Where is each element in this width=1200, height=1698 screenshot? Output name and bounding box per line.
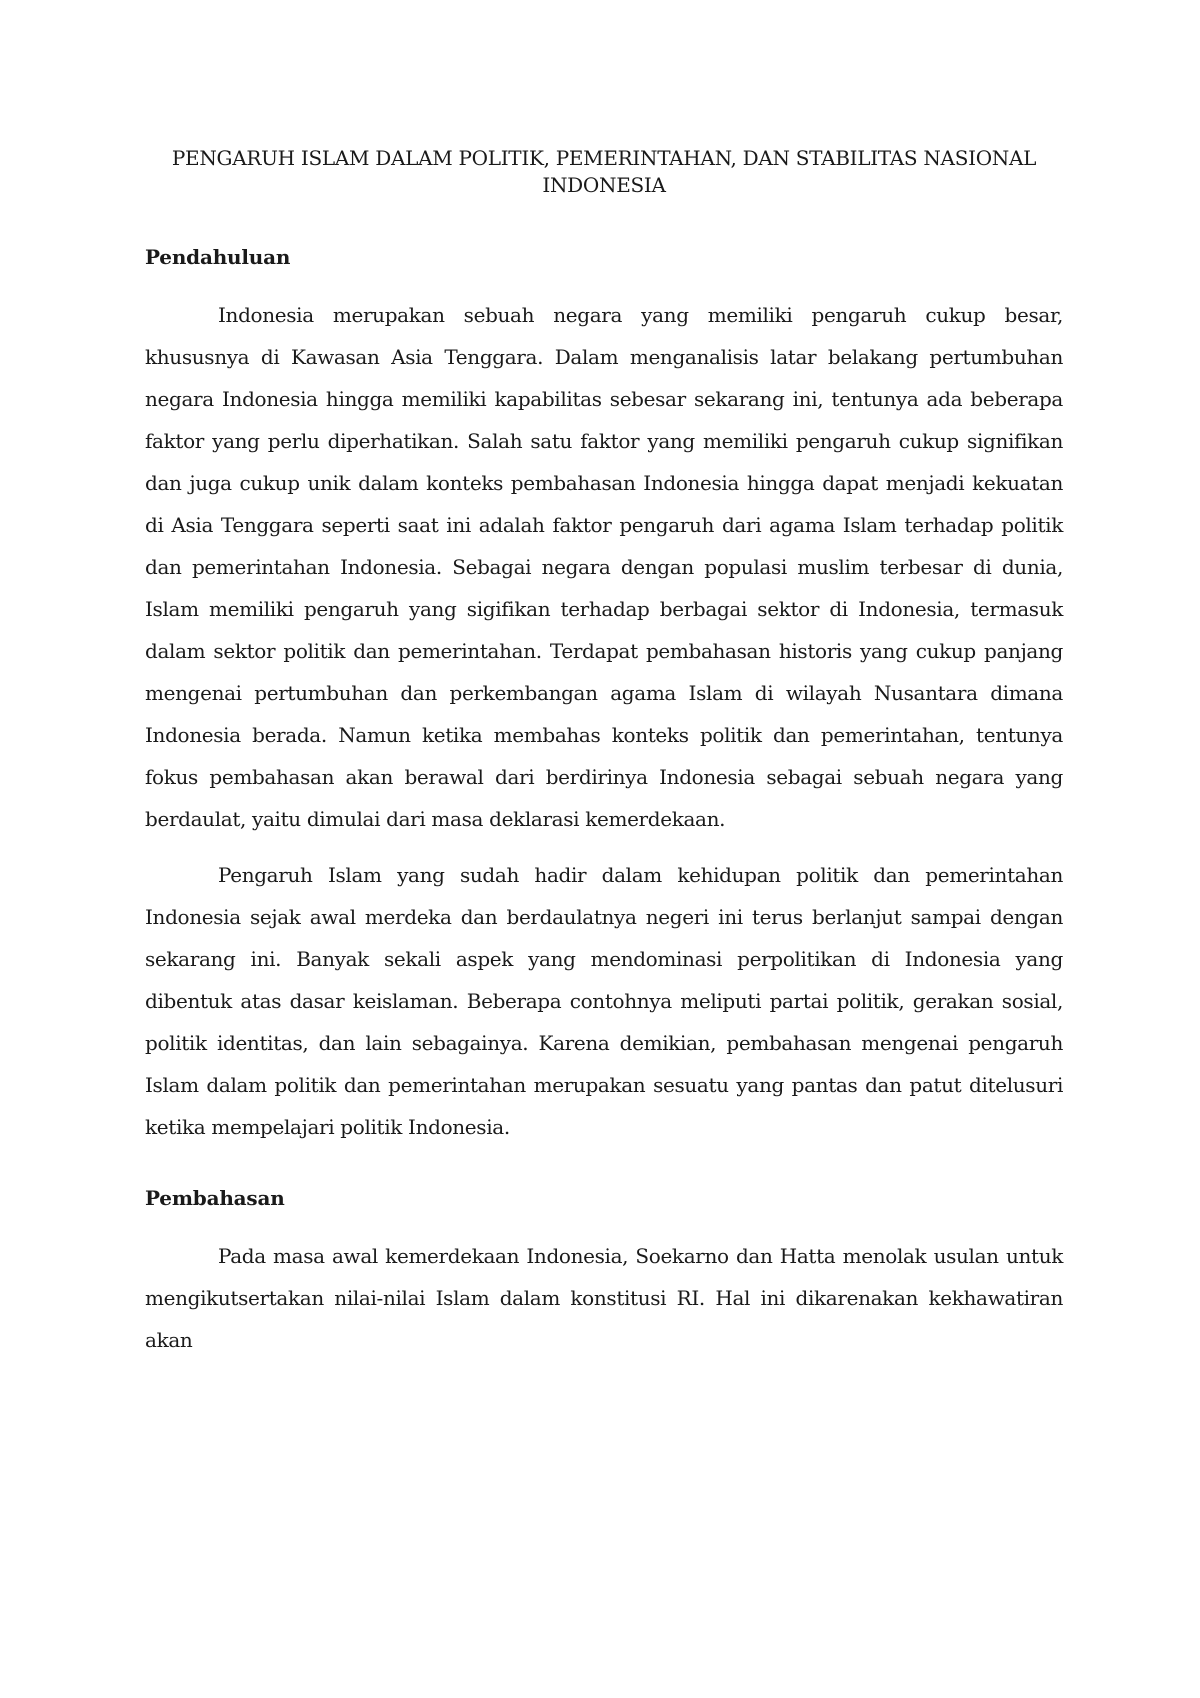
document-content bbox=[145, 145, 1063, 1361]
paragraph: Indonesia merupakan sebuah negara yang memiliki pengaruh cukup besar, khususnya di Kawasan Asia Tenggara. Dalam menganalisis latar belakang pertumbuhan negara Indonesia hingga memiliki kapabilitas sebesar sekarang ini, tentunya ada beberapa faktor yang perlu diperhatikan. Salah satu faktor yang memiliki pengaruh cukup signifikan dan juga cukup unik dalam konteks pembahasan Indonesia hingga dapat menjadi kekuatan di Asia Tenggara seperti saat ini adalah faktor pengaruh dari agama Islam terhadap politik dan pemerintahan Indonesia. Sebagai negara dengan populasi muslim terbesar di dunia, Islam memiliki pengaruh yang sigifikan terhadap berbagai sektor di Indonesia, termasuk dalam sektor politik dan pemerintahan. Terdapat pembahasan historis yang cukup panjang mengenai pertumbuhan dan perkembangan agama Islam di wilayah Nusantara dimana Indonesia berada. Namun ketika membahas konteks politik dan pemerintahan, tentunya fokus pembahasan akan berawal dari berdirinya Indonesia sebagai sebuah negara yang berdaulat, yaitu dimulai dari masa deklarasi kemerdekaan. bbox=[145, 303, 1063, 831]
section-heading-pembahasan: Pembahasan bbox=[145, 1186, 285, 1210]
paragraph: Pada masa awal kemerdekaan Indonesia, Soekarno dan Hatta menolak usulan untuk mengikutsertakan nilai-nilai Islam dalam konstitusi RI. Hal ini dikarenakan kekhawatiran akan bbox=[145, 1244, 1063, 1352]
document-title: PENGARUH ISLAM DALAM POLITIK, PEMERINTAHAN, DAN STABILITAS NASIONAL INDONESIA bbox=[171, 146, 1037, 197]
paragraph: Pengaruh Islam yang sudah hadir dalam kehidupan politik dan pemerintahan Indonesia sejak awal merdeka dan berdaulatnya negeri ini terus berlanjut sampai dengan sekarang ini. Banyak sekali aspek yang mendominasi perpolitikan di Indonesia yang dibentuk atas dasar keislaman. Beberapa contohnya meliputi partai politik, gerakan sosial, politik identitas, dan lain sebagainya. Karena demikian, pembahasan mengenai pengaruh Islam dalam politik dan pemerintahan merupakan sesuatu yang pantas dan patut ditelusuri ketika mempelajari politik Indonesia. bbox=[145, 863, 1063, 1139]
section-heading-pendahuluan: Pendahuluan bbox=[145, 245, 291, 269]
